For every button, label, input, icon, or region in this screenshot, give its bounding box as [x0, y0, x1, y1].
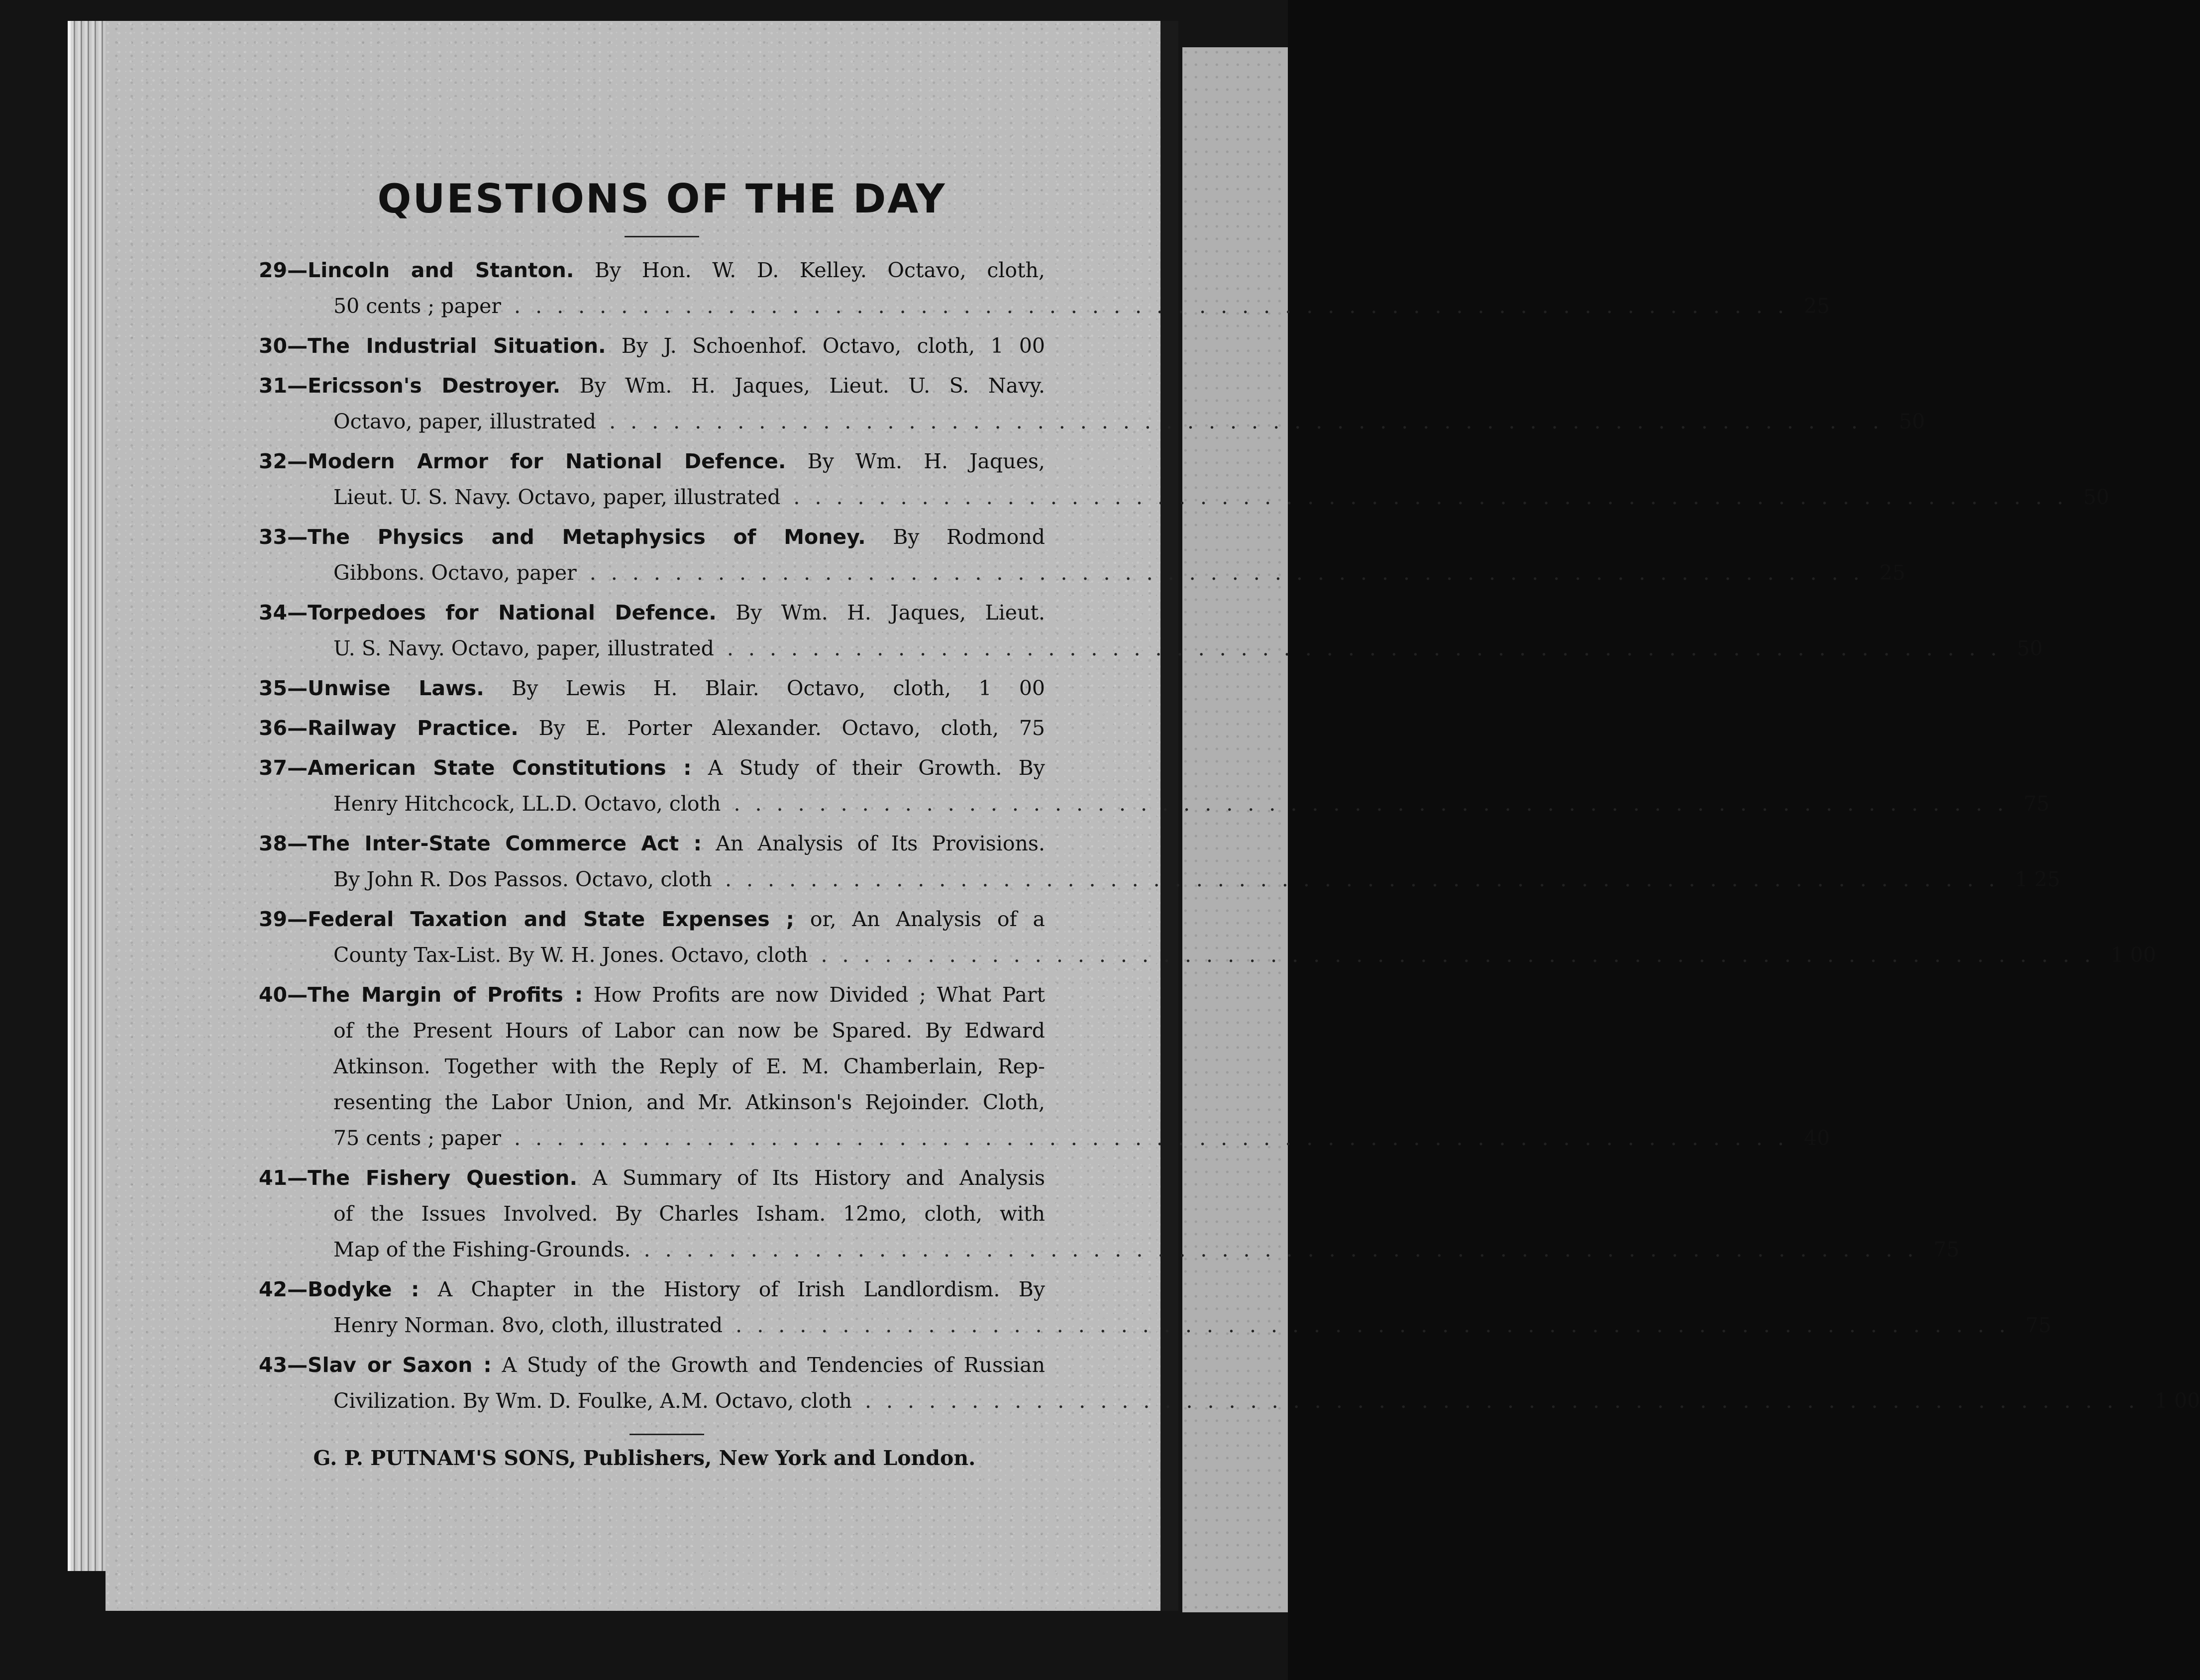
- entry-last-line: [259, 1232, 1960, 1267]
- entry-title: The Physics and Metaphysics of Money.: [308, 525, 866, 549]
- entry-line: of the Issues Involved. By Charles Isham. 12mo, cloth, with: [333, 1202, 1045, 1226]
- entry-last-line-text: Map of the Fishing-Grounds.: [333, 1238, 631, 1261]
- leader-dots: ............................................................: [821, 943, 2106, 967]
- entry-dash: —: [287, 601, 308, 625]
- entry-dash: —: [287, 525, 308, 549]
- entry-first-line-text: A Summary of Its History and Analysis: [577, 1166, 1045, 1190]
- entry-last-line-text: Henry Hitchcock, LL.D. Octavo, cloth: [333, 792, 721, 816]
- entry-first-line: [259, 368, 1045, 404]
- entry-price: 75: [2023, 792, 2050, 816]
- entry-number: 36: [259, 716, 288, 740]
- entry-price: 25: [1804, 294, 1830, 318]
- entry-title: The Inter-State Commerce Act :: [308, 832, 702, 855]
- entry-first-line: [259, 670, 1045, 706]
- list-item: [259, 1160, 1960, 1267]
- entry-title: Lincoln and Stanton.: [308, 258, 574, 282]
- entry-last-line-text: U. S. Navy. Octavo, paper, illustrated: [333, 636, 714, 660]
- entry-dash: —: [287, 983, 308, 1007]
- entry-first-line: [259, 595, 1045, 630]
- publisher-imprint: G. P. PUTNAM'S SONS, Publishers, New York and London.: [313, 1446, 976, 1470]
- list-item: [259, 519, 1905, 591]
- entry-dash: —: [287, 1166, 308, 1190]
- entry-first-line-text: A Study of the Growth and Tendencies of Russian: [491, 1353, 1046, 1377]
- entry-dash: —: [287, 374, 308, 398]
- entry-first-line-text: A Study of their Growth. By: [691, 756, 1045, 780]
- leader-dots: ............................................................: [735, 1313, 2021, 1337]
- entry-dash: —: [287, 676, 308, 700]
- entry-first-line: [259, 328, 1045, 364]
- entry-number: 39: [259, 907, 288, 931]
- entry-first-line-text: By Rodmond: [865, 525, 1045, 549]
- entry-price: 1 25: [2014, 867, 2061, 891]
- entry-dash: —: [287, 756, 308, 780]
- entry-last-line: [259, 555, 1905, 591]
- list-item: [259, 977, 1830, 1156]
- entry-number: 41: [259, 1166, 288, 1190]
- entry-last-line-text: Octavo, paper, illustrated: [333, 410, 597, 433]
- entry-first-line-text: An Analysis of Its Provisions.: [701, 832, 1046, 855]
- entry-first-line: [259, 977, 1045, 1013]
- entry-price: 75: [1933, 1238, 1960, 1261]
- leader-dots: ............................................................: [643, 1238, 1929, 1261]
- entry-title: Modern Armor for National Defence.: [308, 449, 786, 473]
- entry-price: 25: [1879, 561, 1905, 585]
- entry-dash: —: [287, 832, 308, 855]
- entry-first-line-text: A Chapter in the History of Irish Landlordism. By: [419, 1277, 1045, 1301]
- list-item: [259, 368, 1925, 439]
- entry-number: 34: [259, 601, 288, 625]
- entry-first-line: [259, 1160, 1045, 1196]
- list-item: [259, 595, 2043, 666]
- list-item: [259, 328, 1045, 364]
- list-item: [259, 670, 1045, 706]
- entry-dash: —: [287, 1277, 308, 1301]
- entry-last-line-text: Civilization. By Wm. D. Foulke, A.M. Octavo, cloth: [333, 1389, 852, 1413]
- entry-first-line-text: or, An Analysis of a: [794, 907, 1045, 931]
- entry-last-line: [259, 861, 2061, 897]
- entry-number: 42: [259, 1277, 288, 1301]
- entry-first-line-text: By J. Schoenhof. Octavo, cloth, 1 00: [606, 334, 1046, 358]
- entry-price: 40: [1804, 1126, 1830, 1150]
- entry-first-line-text: How Profits are now Divided ; What Part: [583, 983, 1045, 1007]
- entry-number: 29: [259, 258, 288, 282]
- entry-last-line-text: 50 cents ; paper: [333, 294, 502, 318]
- entry-price: 1 00: [2154, 1389, 2200, 1413]
- entry-last-line-text: County Tax-List. By W. H. Jones. Octavo, cloth: [333, 943, 808, 967]
- entry-number: 33: [259, 525, 288, 549]
- entry-title: The Margin of Profits :: [308, 983, 583, 1007]
- leader-dots: ............................................................: [514, 1126, 1799, 1150]
- entry-last-line: [259, 288, 1830, 324]
- entry-last-line: [259, 937, 2156, 973]
- facing-page-edge: [1182, 47, 1288, 1612]
- entry-title: Railway Practice.: [308, 716, 519, 740]
- list-item: [259, 750, 2050, 822]
- list-item: [259, 826, 2061, 897]
- entry-last-line: [259, 786, 2050, 822]
- entry-title: Torpedoes for National Defence.: [308, 601, 717, 625]
- bottom-divider: [629, 1434, 704, 1435]
- entry-list: [259, 252, 2200, 1419]
- entry-last-line: [259, 404, 1925, 439]
- entry-price: 75: [2025, 1313, 2052, 1337]
- entry-dash: —: [287, 258, 308, 282]
- entry-last-line: [259, 1383, 2200, 1419]
- entry-last-line-text: Gibbons. Octavo, paper: [333, 561, 577, 585]
- entry-last-line-text: Henry Norman. 8vo, cloth, illustrated: [333, 1313, 723, 1337]
- advertisement-block: [259, 174, 2200, 1470]
- entry-title: Bodyke :: [308, 1277, 419, 1301]
- entry-title: The Fishery Question.: [308, 1166, 578, 1190]
- entry-number: 32: [259, 449, 288, 473]
- entry-first-line: [259, 750, 1045, 786]
- list-item: [259, 710, 1045, 746]
- entry-dash: —: [287, 1353, 308, 1377]
- leader-dots: ............................................................: [589, 561, 1875, 585]
- entry-first-line-text: By Wm. H. Jaques,: [786, 449, 1045, 473]
- entry-dash: —: [287, 907, 308, 931]
- entry-first-line: [259, 1347, 1045, 1383]
- list-item: [259, 252, 1830, 324]
- entry-last-line: [259, 1120, 1830, 1156]
- title-divider: [625, 236, 699, 237]
- entry-first-line-text: By Wm. H. Jaques, Lieut.: [716, 601, 1045, 625]
- leader-dots: ............................................................: [864, 1389, 2150, 1413]
- entry-number: 30: [259, 334, 288, 358]
- entry-title: Unwise Laws.: [308, 676, 484, 700]
- leader-dots: ............................................................: [609, 410, 1894, 433]
- entry-first-line-text: By Wm. H. Jaques, Lieut. U. S. Navy.: [560, 374, 1045, 398]
- page-title: QUESTIONS OF THE DAY: [377, 176, 946, 222]
- entry-last-line-text: Lieut. U. S. Navy. Octavo, paper, illustrated: [333, 485, 781, 509]
- leader-dots: ............................................................: [725, 867, 2010, 891]
- entry-number: 37: [259, 756, 288, 780]
- entry-first-line: [259, 826, 1045, 861]
- entry-number: 38: [259, 832, 288, 855]
- entry-dash: —: [287, 449, 308, 473]
- entry-dash: —: [287, 716, 308, 740]
- entry-first-line: [259, 901, 1045, 937]
- entry-last-line: [259, 1307, 2052, 1343]
- entry-last-line: [259, 479, 2109, 515]
- entry-last-line-text: By John R. Dos Passos. Octavo, cloth: [333, 867, 712, 891]
- entry-first-line-text: By E. Porter Alexander. Octavo, cloth, 75: [518, 716, 1045, 740]
- leader-dots: ............................................................: [514, 294, 1799, 318]
- entry-last-line: [259, 630, 2043, 666]
- entry-first-line: [259, 252, 1045, 288]
- entry-title: Slav or Saxon :: [308, 1353, 492, 1377]
- entry-price: 50: [1899, 410, 1925, 433]
- entry-first-line: [259, 1271, 1045, 1307]
- entry-title: Federal Taxation and State Expenses ;: [308, 907, 795, 931]
- list-item: [259, 901, 2156, 973]
- entry-price: 50: [2083, 485, 2109, 509]
- list-item: [259, 443, 2109, 515]
- entry-line: resenting the Labor Union, and Mr. Atkinson's Rejoinder. Cloth,: [333, 1090, 1045, 1114]
- leader-dots: ............................................................: [733, 792, 2019, 816]
- list-item: [259, 1271, 2052, 1343]
- entry-first-line-text: By Lewis H. Blair. Octavo, cloth, 1 00: [484, 676, 1046, 700]
- entry-number: 35: [259, 676, 288, 700]
- entry-number: 43: [259, 1353, 288, 1377]
- entry-price: 1 00: [2110, 943, 2156, 967]
- entry-dash: —: [287, 334, 308, 358]
- entry-first-line: [259, 710, 1045, 746]
- entry-number: 31: [259, 374, 288, 398]
- entry-line: Atkinson. Together with the Reply of E. M. Chamberlain, Rep-: [333, 1054, 1045, 1078]
- leader-dots: ............................................................: [793, 485, 2079, 509]
- leader-dots: ............................................................: [727, 636, 2012, 660]
- entry-title: Ericsson's Destroyer.: [308, 374, 561, 398]
- entry-line: of the Present Hours of Labor can now be Spared. By Edward: [333, 1019, 1045, 1043]
- entry-first-line-text: By Hon. W. D. Kelley. Octavo, cloth,: [574, 258, 1045, 282]
- entry-title: American State Constitutions :: [308, 756, 692, 780]
- entry-last-line-text: 75 cents ; paper: [333, 1126, 502, 1150]
- entry-title: The Industrial Situation.: [308, 334, 606, 358]
- entry-number: 40: [259, 983, 288, 1007]
- entry-price: 50: [2016, 636, 2043, 660]
- entry-first-line: [259, 519, 1045, 555]
- entry-first-line: [259, 443, 1045, 479]
- list-item: [259, 1347, 2200, 1419]
